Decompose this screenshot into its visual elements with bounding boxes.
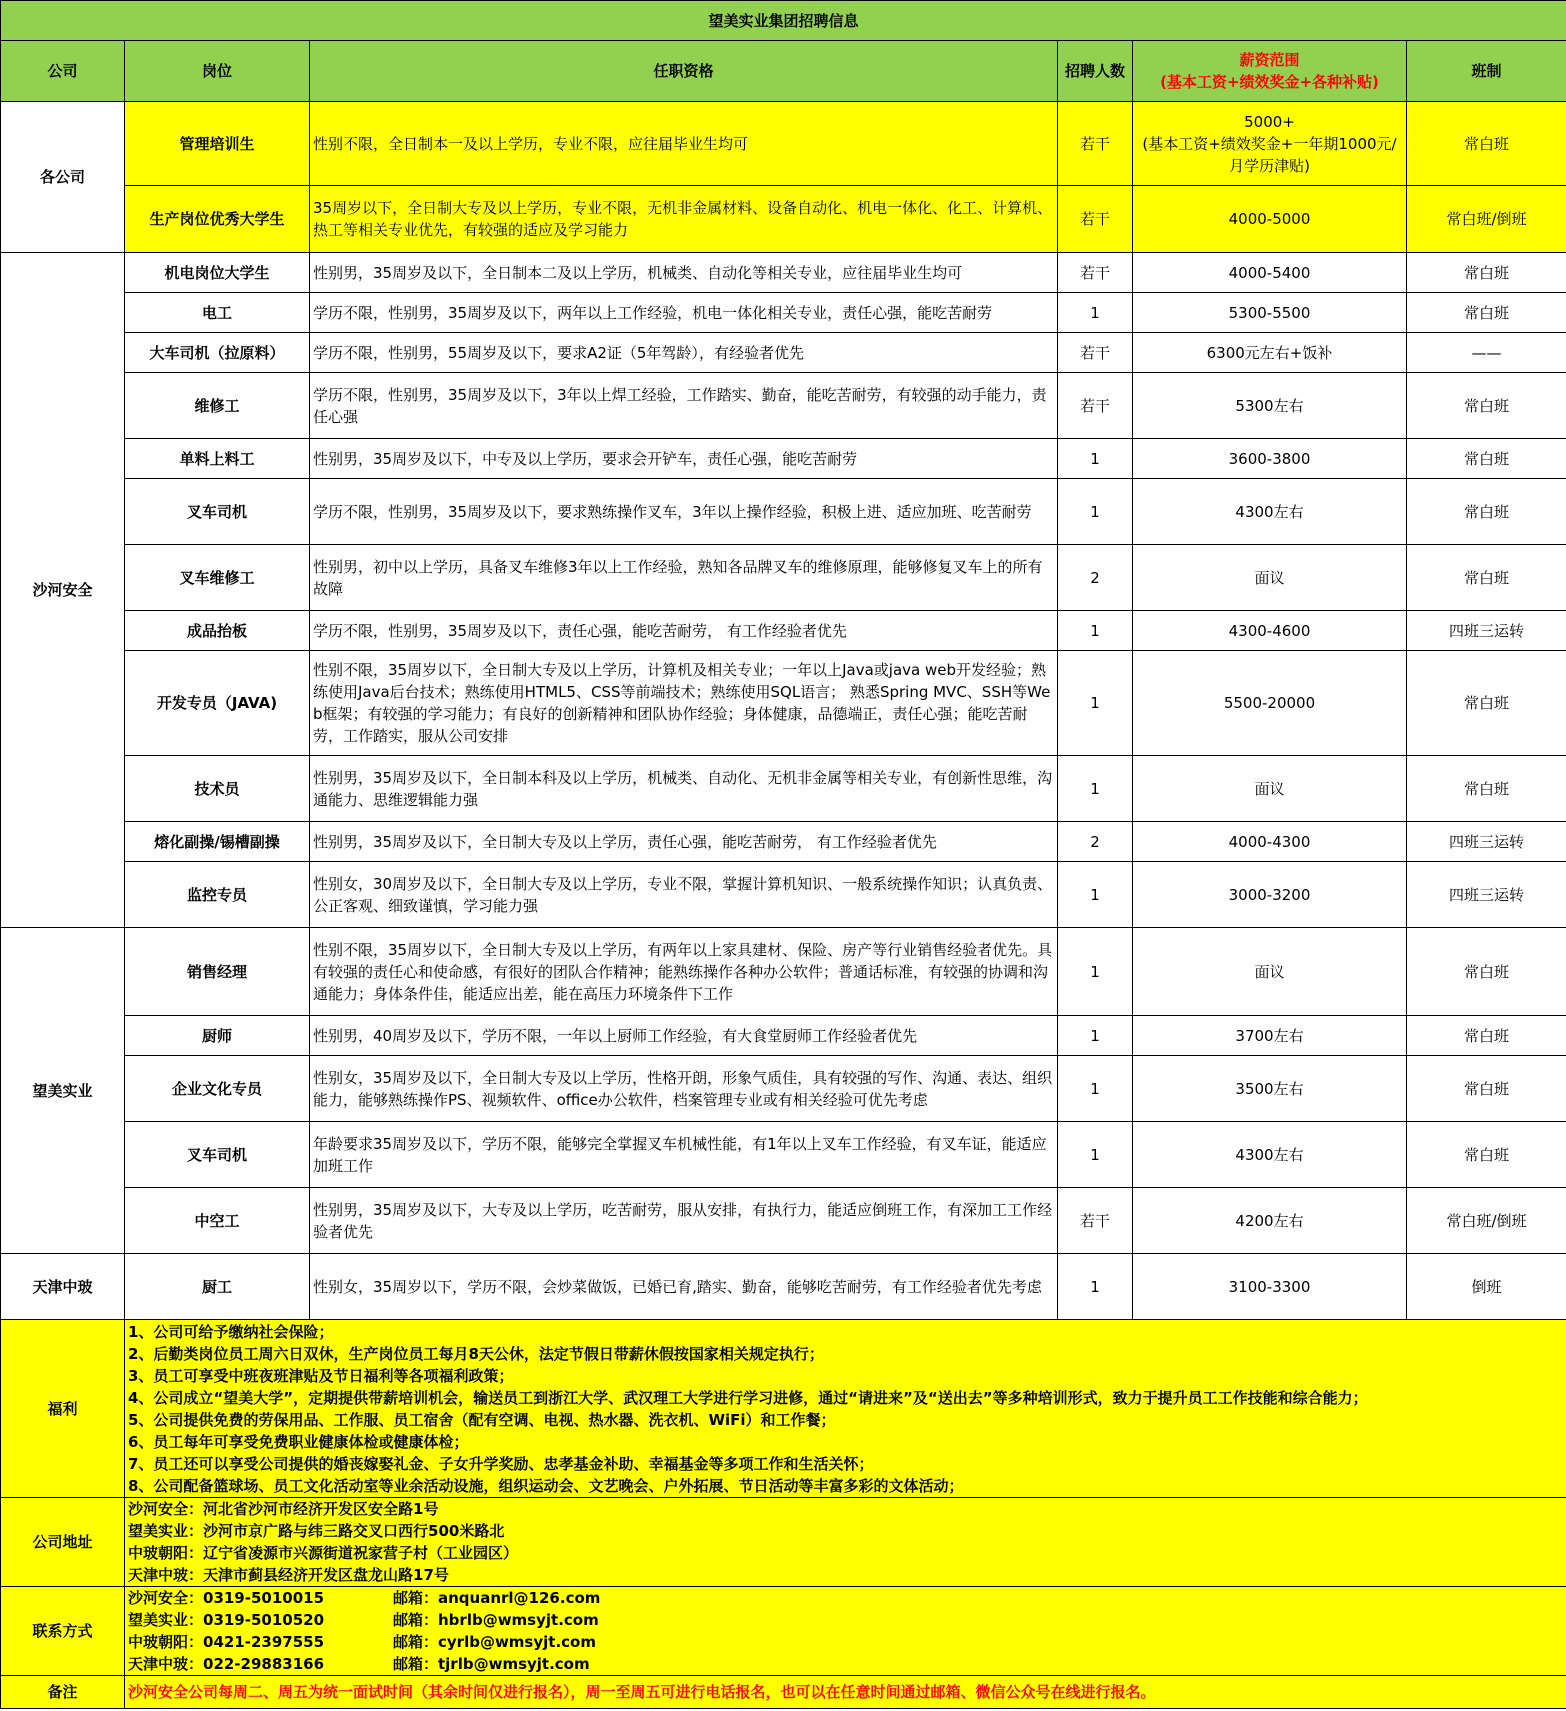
position-cell: 中空工 bbox=[125, 1188, 310, 1254]
header-requirements: 任职资格 bbox=[310, 41, 1058, 102]
headcount-cell: 若干 bbox=[1058, 102, 1133, 186]
header-salary-line2: (基本工资+绩效奖金+各种补贴) bbox=[1160, 73, 1379, 91]
salary-cell: 5500-20000 bbox=[1133, 651, 1407, 756]
requirements-cell: 学历不限，性别男，55周岁及以下，要求A2证（5年驾龄），有经验者优先 bbox=[310, 333, 1058, 373]
table-row bbox=[1, 651, 1566, 756]
benefit-item: 4、公司成立“望美大学”，定期提供带薪培训机会，输送员工到浙江大学、武汉理工大学进行学习进修，通过“请进来”及“送出去”等多种培训形式，致力于提升员工工作技能和综合能力； bbox=[128, 1388, 1368, 1407]
salary-cell: 3500左右 bbox=[1133, 1056, 1407, 1122]
contact-phone: 望美实业：0319-5010520 bbox=[128, 1611, 325, 1629]
salary-cell: 4300左右 bbox=[1133, 1122, 1407, 1188]
shift-cell: 四班三运转 bbox=[1407, 862, 1566, 928]
title-row bbox=[1, 1, 1566, 41]
shift-cell: 常白班/倒班 bbox=[1407, 1188, 1566, 1254]
contact-email: 邮箱：anquanrl@126.com bbox=[393, 1589, 601, 1607]
requirements-cell: 学历不限，性别男，35周岁及以下，要求熟练操作叉车，3年以上操作经验，积极上进、适应加班、吃苦耐劳 bbox=[310, 479, 1058, 545]
table-row bbox=[1, 1122, 1566, 1188]
address-label: 公司地址 bbox=[1, 1498, 125, 1587]
shift-cell: 常白班 bbox=[1407, 1056, 1566, 1122]
salary-cell: 4000-4300 bbox=[1133, 822, 1407, 862]
contact-row bbox=[1, 1587, 1566, 1676]
table-row bbox=[1, 333, 1566, 373]
headcount-cell: 1 bbox=[1058, 479, 1133, 545]
shift-cell: 常白班 bbox=[1407, 253, 1566, 293]
position-cell: 叉车司机 bbox=[125, 1122, 310, 1188]
headcount-cell: 1 bbox=[1058, 1122, 1133, 1188]
benefits-row bbox=[1, 1320, 1566, 1498]
table-row bbox=[1, 186, 1566, 253]
requirements-cell: 学历不限，性别男，35周岁及以下，责任心强，能吃苦耐劳， 有工作经验者优先 bbox=[310, 611, 1058, 651]
headcount-cell: 1 bbox=[1058, 439, 1133, 479]
table-row bbox=[1, 439, 1566, 479]
headcount-cell: 1 bbox=[1058, 651, 1133, 756]
benefit-item: 7、员工还可以享受公司提供的婚丧嫁娶礼金、子女升学奖励、忠孝基金补助、幸福基金等多项工作和生活关怀； bbox=[128, 1454, 874, 1473]
position-cell: 电工 bbox=[125, 293, 310, 333]
table-row bbox=[1, 928, 1566, 1016]
headcount-cell: 2 bbox=[1058, 545, 1133, 611]
requirements-cell: 年龄要求35周岁及以下，学历不限，能够完全掌握叉车机械性能，有1年以上叉车工作经验，有叉车证，能适应加班工作 bbox=[310, 1122, 1058, 1188]
header-headcount: 招聘人数 bbox=[1058, 41, 1133, 102]
header-salary bbox=[1133, 41, 1407, 102]
table-row bbox=[1, 862, 1566, 928]
position-cell: 管理培训生 bbox=[125, 102, 310, 186]
contact-item bbox=[128, 1631, 1563, 1653]
position-cell: 维修工 bbox=[125, 373, 310, 439]
contact-email: 邮箱：hbrlb@wmsyjt.com bbox=[393, 1611, 599, 1629]
table-row bbox=[1, 756, 1566, 822]
headcount-cell: 1 bbox=[1058, 1056, 1133, 1122]
benefits-label: 福利 bbox=[1, 1320, 125, 1498]
requirements-cell: 性别男，35周岁及以下，大专及以上学历，吃苦耐劳，服从安排，有执行力，能适应倒班工作，有深加工工作经验者优先 bbox=[310, 1188, 1058, 1254]
header-shift: 班制 bbox=[1407, 41, 1566, 102]
shift-cell: 常白班 bbox=[1407, 293, 1566, 333]
company-cell: 沙河安全 bbox=[1, 253, 125, 928]
table-row bbox=[1, 373, 1566, 439]
salary-cell: 5300-5500 bbox=[1133, 293, 1407, 333]
headcount-cell: 若干 bbox=[1058, 1188, 1133, 1254]
requirements-cell: 性别女，30周岁及以下，全日制大专及以上学历，专业不限，掌握计算机知识、一般系统操作知识；认真负责、公正客观、细致谨慎，学习能力强 bbox=[310, 862, 1058, 928]
contact-email: 邮箱：tjrlb@wmsyjt.com bbox=[393, 1655, 590, 1673]
benefit-item: 3、员工可享受中班夜班津贴及节日福利等各项福利政策； bbox=[128, 1366, 514, 1385]
headcount-cell: 若干 bbox=[1058, 373, 1133, 439]
shift-cell: 常白班 bbox=[1407, 651, 1566, 756]
headcount-cell: 1 bbox=[1058, 1254, 1133, 1320]
shift-cell: 四班三运转 bbox=[1407, 611, 1566, 651]
requirements-cell: 性别不限，35周岁以下，全日制大专及以上学历，有两年以上家具建材、保险、房产等行业销售经验者优先。具有较强的责任心和使命感，有很好的团队合作精神；能熟练操作各种办公软件；普通话标准，有较强的协调和沟通能力；身体条件佳，能适应出差，能在高压力环境条件下工作 bbox=[310, 928, 1058, 1016]
address-row bbox=[1, 1498, 1566, 1587]
notes-text: 沙河安全公司每周二、周五为统一面试时间（其余时间仅进行报名），周一至周五可进行电话报名，也可以在任意时间通过邮箱、微信公众号在线进行报名。 bbox=[125, 1676, 1566, 1709]
position-cell: 厨工 bbox=[125, 1254, 310, 1320]
shift-cell: 常白班 bbox=[1407, 545, 1566, 611]
shift-cell: 常白班 bbox=[1407, 928, 1566, 1016]
salary-cell: 4200左右 bbox=[1133, 1188, 1407, 1254]
table-row bbox=[1, 545, 1566, 611]
position-cell: 技术员 bbox=[125, 756, 310, 822]
salary-cell: 3000-3200 bbox=[1133, 862, 1407, 928]
company-cell: 各公司 bbox=[1, 102, 125, 253]
requirements-cell: 性别女，35周岁及以下，全日制大专及以上学历，性格开朗，形象气质佳，具有较强的写作、沟通、表达、组织能力，能够熟练操作PS、视频软件、office办公软件，档案管理专业或有相关经验可优先考虑 bbox=[310, 1056, 1058, 1122]
shift-cell: 常白班 bbox=[1407, 102, 1566, 186]
position-cell: 开发专员（JAVA) bbox=[125, 651, 310, 756]
requirements-cell: 性别不限，35周岁以下，全日制大专及以上学历，计算机及相关专业；一年以上Java或java web开发经验；熟练使用Java后台技术；熟练使用HTML5、CSS等前端技术；熟练使用SQL语言； 熟悉Spring MVC、SSH等Web框架；有较强的学习能力；有良好的创新精神和团队协作经验；身体健康，品德端正，责任心强；能吃苦耐劳，工作踏实，服从公司安排 bbox=[310, 651, 1058, 756]
contact-phone: 中玻朝阳：0421-2397555 bbox=[128, 1633, 325, 1651]
company-cell: 望美实业 bbox=[1, 928, 125, 1254]
requirements-cell: 学历不限，性别男，35周岁及以下，两年以上工作经验，机电一体化相关专业，责任心强，能吃苦耐劳 bbox=[310, 293, 1058, 333]
salary-cell: 面议 bbox=[1133, 928, 1407, 1016]
headcount-cell: 1 bbox=[1058, 862, 1133, 928]
contact-list bbox=[125, 1587, 1566, 1676]
notes-label: 备注 bbox=[1, 1676, 125, 1709]
headcount-cell: 1 bbox=[1058, 611, 1133, 651]
shift-cell: 常白班 bbox=[1407, 756, 1566, 822]
position-cell: 机电岗位大学生 bbox=[125, 253, 310, 293]
requirements-cell: 性别不限，全日制本一及以上学历，专业不限，应往届毕业生均可 bbox=[310, 102, 1058, 186]
position-cell: 大车司机（拉原料） bbox=[125, 333, 310, 373]
address-item: 天津中玻：天津市蓟县经济开发区盘龙山路17号 bbox=[128, 1566, 449, 1584]
address-item: 中玻朝阳：辽宁省凌源市兴源街道祝家营子村（工业园区） bbox=[128, 1544, 519, 1562]
position-cell: 销售经理 bbox=[125, 928, 310, 1016]
company-cell: 天津中玻 bbox=[1, 1254, 125, 1320]
position-cell: 熔化副操/锡槽副操 bbox=[125, 822, 310, 862]
salary-cell: 5000+ (基本工资+绩效奖金+一年期1000元/月学历津贴) bbox=[1133, 102, 1407, 186]
table-row bbox=[1, 1254, 1566, 1320]
table-row bbox=[1, 1056, 1566, 1122]
contact-item bbox=[128, 1587, 1563, 1609]
table-row bbox=[1, 253, 1566, 293]
salary-cell: 5300左右 bbox=[1133, 373, 1407, 439]
benefit-item: 2、后勤类岗位员工周六日双休，生产岗位员工每月8天公休，法定节假日带薪休假按国家相关规定执行； bbox=[128, 1344, 824, 1363]
contact-item bbox=[128, 1653, 1563, 1675]
requirements-cell: 性别男，35周岁及以下，全日制大专及以上学历，责任心强，能吃苦耐劳， 有工作经验者优先 bbox=[310, 822, 1058, 862]
table-row bbox=[1, 1188, 1566, 1254]
requirements-cell: 性别女，35周岁以下，学历不限，会炒菜做饭，已婚已育,踏实、勤奋，能够吃苦耐劳，有工作经验者优先考虑 bbox=[310, 1254, 1058, 1320]
contact-phone: 沙河安全：0319-5010015 bbox=[128, 1589, 325, 1607]
shift-cell: —— bbox=[1407, 333, 1566, 373]
requirements-cell: 性别男，35周岁及以下，全日制本二及以上学历，机械类、自动化等相关专业，应往届毕业生均可 bbox=[310, 253, 1058, 293]
shift-cell: 常白班 bbox=[1407, 439, 1566, 479]
shift-cell: 四班三运转 bbox=[1407, 822, 1566, 862]
shift-cell: 常白班 bbox=[1407, 1122, 1566, 1188]
header-row bbox=[1, 41, 1566, 102]
shift-cell: 倒班 bbox=[1407, 1254, 1566, 1320]
salary-cell: 6300元左右+饭补 bbox=[1133, 333, 1407, 373]
salary-cell: 3100-3300 bbox=[1133, 1254, 1407, 1320]
table-row bbox=[1, 822, 1566, 862]
headcount-cell: 1 bbox=[1058, 1016, 1133, 1056]
headcount-cell: 2 bbox=[1058, 822, 1133, 862]
page-title: 望美实业集团招聘信息 bbox=[1, 1, 1566, 41]
benefit-item: 5、公司提供免费的劳保用品、工作服、员工宿舍（配有空调、电视、热水器、洗衣机、WiFi）和工作餐； bbox=[128, 1410, 836, 1429]
benefit-item: 8、公司配备篮球场、员工文化活动室等业余活动设施，组织运动会、文艺晚会、户外拓展、节日活动等丰富多彩的文体活动； bbox=[128, 1476, 964, 1495]
shift-cell: 常白班 bbox=[1407, 479, 1566, 545]
position-cell: 成品抬板 bbox=[125, 611, 310, 651]
salary-cell: 面议 bbox=[1133, 756, 1407, 822]
position-cell: 企业文化专员 bbox=[125, 1056, 310, 1122]
benefit-item: 6、员工每年可享受免费职业健康体检或健康体检； bbox=[128, 1432, 469, 1451]
header-salary-line1: 薪资范围 bbox=[1239, 51, 1300, 69]
headcount-cell: 若干 bbox=[1058, 186, 1133, 253]
table-row bbox=[1, 479, 1566, 545]
salary-cell: 4000-5000 bbox=[1133, 186, 1407, 253]
shift-cell: 常白班/倒班 bbox=[1407, 186, 1566, 253]
header-position: 岗位 bbox=[125, 41, 310, 102]
contact-phone: 天津中玻：022-29883166 bbox=[128, 1655, 325, 1673]
headcount-cell: 1 bbox=[1058, 756, 1133, 822]
table-row bbox=[1, 102, 1566, 186]
salary-cell: 面议 bbox=[1133, 545, 1407, 611]
position-cell: 厨师 bbox=[125, 1016, 310, 1056]
contact-label: 联系方式 bbox=[1, 1587, 125, 1676]
headcount-cell: 若干 bbox=[1058, 253, 1133, 293]
salary-cell: 3600-3800 bbox=[1133, 439, 1407, 479]
requirements-cell: 性别男，35周岁及以下，全日制本科及以上学历，机械类、自动化、无机非金属等相关专业，有创新性思维，沟通能力、思维逻辑能力强 bbox=[310, 756, 1058, 822]
table-row bbox=[1, 293, 1566, 333]
position-cell: 监控专员 bbox=[125, 862, 310, 928]
requirements-cell: 学历不限，性别男，35周岁及以下，3年以上焊工经验，工作踏实、勤奋，能吃苦耐劳，有较强的动手能力，责任心强 bbox=[310, 373, 1058, 439]
address-list bbox=[125, 1498, 1566, 1587]
address-item: 望美实业：沙河市京广路与纬三路交叉口西行500米路北 bbox=[128, 1522, 505, 1540]
salary-cell: 3700左右 bbox=[1133, 1016, 1407, 1056]
header-company: 公司 bbox=[1, 41, 125, 102]
address-item: 沙河安全：河北省沙河市经济开发区安全路1号 bbox=[128, 1500, 439, 1518]
headcount-cell: 1 bbox=[1058, 928, 1133, 1016]
position-cell: 叉车司机 bbox=[125, 479, 310, 545]
requirements-cell: 35周岁以下，全日制大专及以上学历，专业不限，无机非金属材料、设备自动化、机电一体化、化工、计算机、热工等相关专业优先，有较强的适应及学习能力 bbox=[310, 186, 1058, 253]
notes-row bbox=[1, 1676, 1566, 1709]
salary-cell: 4300-4600 bbox=[1133, 611, 1407, 651]
salary-cell: 4300左右 bbox=[1133, 479, 1407, 545]
shift-cell: 常白班 bbox=[1407, 373, 1566, 439]
shift-cell: 常白班 bbox=[1407, 1016, 1566, 1056]
contact-email: 邮箱：cyrlb@wmsyjt.com bbox=[393, 1633, 596, 1651]
requirements-cell: 性别男，初中以上学历，具备叉车维修3年以上工作经验，熟知各品牌叉车的维修原理，能够修复叉车上的所有故障 bbox=[310, 545, 1058, 611]
requirements-cell: 性别男，35周岁及以下，中专及以上学历，要求会开铲车，责任心强，能吃苦耐劳 bbox=[310, 439, 1058, 479]
requirements-cell: 性别男，40周岁及以下，学历不限，一年以上厨师工作经验，有大食堂厨师工作经验者优先 bbox=[310, 1016, 1058, 1056]
benefit-item: 1、公司可给予缴纳社会保险； bbox=[128, 1322, 334, 1341]
headcount-cell: 1 bbox=[1058, 293, 1133, 333]
position-cell: 叉车维修工 bbox=[125, 545, 310, 611]
table-row bbox=[1, 1016, 1566, 1056]
salary-cell: 4000-5400 bbox=[1133, 253, 1407, 293]
position-cell: 单料上料工 bbox=[125, 439, 310, 479]
contact-item bbox=[128, 1609, 1563, 1631]
benefits-list bbox=[125, 1320, 1566, 1498]
position-cell: 生产岗位优秀大学生 bbox=[125, 186, 310, 253]
table-row bbox=[1, 611, 1566, 651]
headcount-cell: 若干 bbox=[1058, 333, 1133, 373]
